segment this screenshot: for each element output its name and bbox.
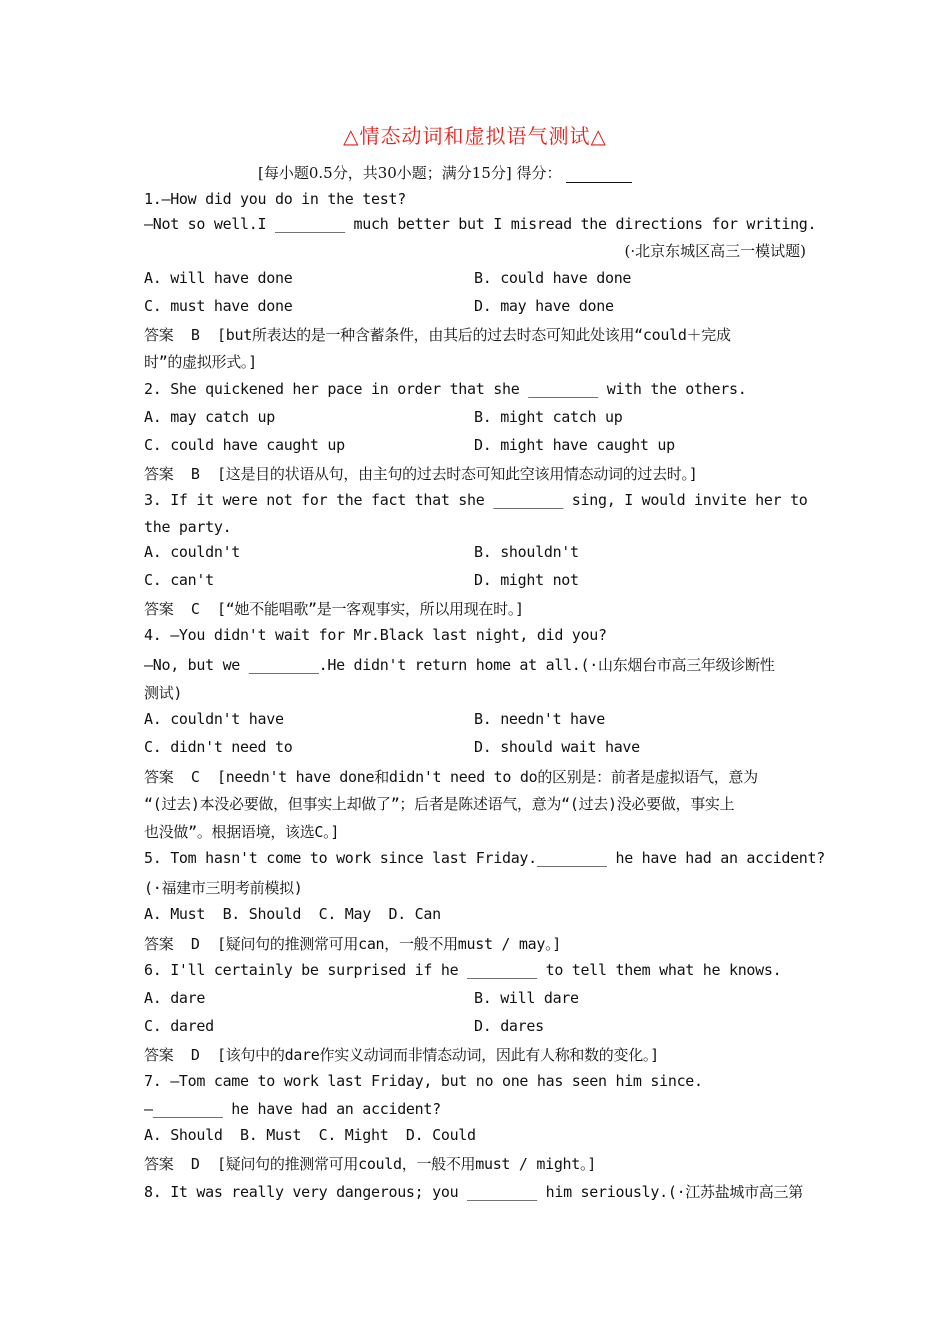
question-1-line-2: —Not so well.I ________ much better but I misread the directions for writing.	[144, 215, 817, 233]
question-4-line-2: —No, but we ________.He didn't return home at all.(·山东烟台市高三年级诊断性	[144, 656, 775, 674]
question-3-option-d: D. might not	[474, 571, 579, 589]
question-1-option-a: A. will have done	[144, 269, 293, 287]
question-3-option-c: C. can't	[144, 571, 214, 589]
question-3-option-b: B. shouldn't	[474, 543, 579, 561]
question-2-option-b: B. might catch up	[474, 408, 623, 426]
question-5-line-1: 5. Tom hasn't come to work since last Friday.________ he have had an accident?	[144, 849, 826, 867]
question-7-answer: 答案 D [疑问句的推测常可用could，一般不用must / might。]	[144, 1155, 596, 1173]
question-4-option-d: D. should wait have	[474, 738, 640, 756]
question-2-option-a: A. may catch up	[144, 408, 275, 426]
question-5-answer: 答案 D [疑问句的推测常可用can，一般不用must / may。]	[144, 935, 562, 953]
question-1-line-1: 1.—How did you do in the test?	[144, 190, 406, 208]
question-7-options: A. Should B. Must C. Might D. Could	[144, 1126, 476, 1144]
question-4-option-a: A. couldn't have	[144, 710, 284, 728]
question-1-option-c: C. must have done	[144, 297, 293, 315]
question-1-source: (·北京东城区高三一模试题)	[624, 242, 806, 260]
question-4-answer-line-2: “(过去)本没必要做，但事实上却做了”；后者是陈述语气，意为“(过去)没必要做，事实上	[144, 795, 735, 813]
question-4-option-c: C. didn't need to	[144, 738, 293, 756]
question-6-option-d: D. dares	[474, 1017, 544, 1035]
question-7-line-1: 7. —Tom came to work last Friday, but no one has seen him since.	[144, 1072, 703, 1090]
page-title: △情态动词和虚拟语气测试△	[343, 124, 607, 148]
question-7-line-2: —________ he have had an accident?	[144, 1100, 441, 1118]
question-3-answer: 答案 C [“她不能唱歌”是一客观事实，所以用现在时。]	[144, 600, 524, 618]
question-4-line-1: 4. —You didn't wait for Mr.Black last night, did you?	[144, 626, 607, 644]
question-6-line-1: 6. I'll certainly be surprised if he ________ to tell them what he knows.	[144, 961, 782, 979]
question-4-answer-line-3: 也没做”。根据语境，该选C。]	[144, 823, 340, 841]
question-4-answer-line-1: 答案 C [needn't have done和didn't need to do的区别是：前者是虚拟语气，意为	[144, 768, 758, 786]
question-5-source: (·福建市三明考前模拟)	[144, 879, 303, 897]
question-2-option-d: D. might have caught up	[474, 436, 675, 454]
question-6-answer: 答案 D [该句中的dare作实义动词而非情态动词，因此有人称和数的变化。]	[144, 1046, 659, 1064]
question-1-answer-line-1: 答案 B [but所表达的是一种含蓄条件，由其后的过去时态可知此处该用“could＋完成	[144, 326, 731, 344]
question-5-options: A. Must B. Should C. May D. Can	[144, 905, 441, 923]
score-blank	[566, 168, 632, 183]
question-3-line-1: 3. If it were not for the fact that she ________ sing, I would invite her to	[144, 491, 808, 509]
page-subtitle	[258, 162, 632, 183]
question-4-option-b: B. needn't have	[474, 710, 605, 728]
question-1-option-b: B. could have done	[474, 269, 632, 287]
question-1-option-d: D. may have done	[474, 297, 614, 315]
question-6-option-a: A. dare	[144, 989, 206, 1007]
question-3-line-2: the party.	[144, 518, 232, 536]
question-8-line-1: 8. It was really very dangerous; you ________ him seriously.(·江苏盐城市高三第	[144, 1183, 803, 1201]
question-6-option-c: C. dared	[144, 1017, 214, 1035]
question-6-option-b: B. will dare	[474, 989, 579, 1007]
question-4-line-3: 测试)	[144, 684, 183, 702]
question-2-option-c: C. could have caught up	[144, 436, 345, 454]
question-2-answer: 答案 B [这是目的状语从句，由主句的过去时态可知此空该用情态动词的过去时。]	[144, 465, 698, 483]
scoring-info: [每小题0.5分，共30小题；满分15分] 得分：	[258, 164, 562, 182]
question-1-answer-line-2: 时”的虚拟形式。]	[144, 353, 257, 371]
question-3-option-a: A. couldn't	[144, 543, 241, 561]
question-2-line-1: 2. She quickened her pace in order that she ________ with the others.	[144, 380, 747, 398]
